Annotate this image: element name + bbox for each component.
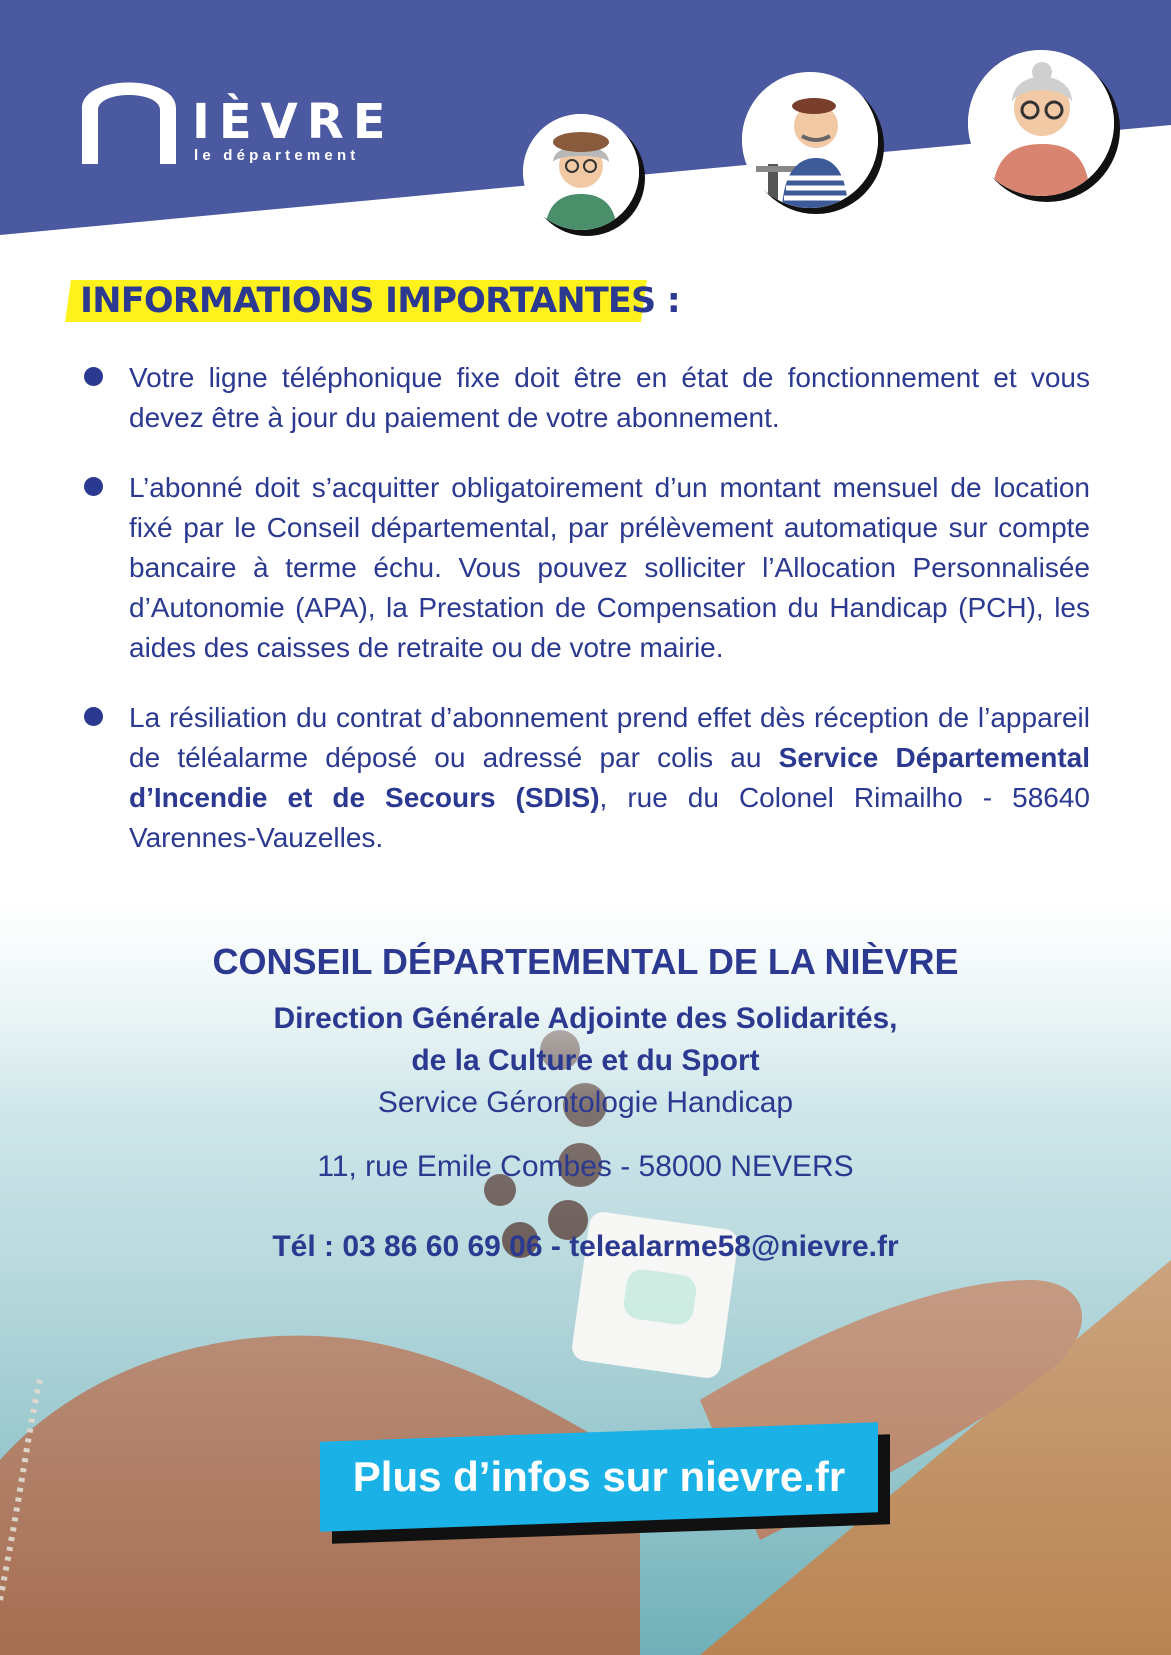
bullet-icon bbox=[84, 367, 103, 386]
address: 11, rue Emile Combes - 58000 NEVERS bbox=[317, 1150, 854, 1183]
sdis-name: Service Départemental d’Incendie et de Secours (SDIS) bbox=[129, 742, 1090, 813]
item-text: Votre ligne téléphonique fixe doit être en état de fonctionnement et vous devez être à jour du paiement de votre abonnement. bbox=[129, 362, 1090, 433]
item-text-before: La résiliation du contrat d’abonnement prend effet dès réception de l’appareil de téléalarme déposé ou adressé par colis au bbox=[129, 702, 1090, 773]
logo-wordmark: IÈVRE bbox=[192, 94, 395, 150]
info-list bbox=[82, 358, 1090, 888]
contact-block bbox=[0, 940, 1171, 1268]
list-item bbox=[82, 358, 1090, 438]
direction-line-1: Direction Générale Adjointe des Solidarités, bbox=[273, 1002, 898, 1035]
list-item bbox=[82, 698, 1090, 858]
item-text-after: , rue du Colonel Rimailho - 58640 Varennes-Vauzelles. bbox=[129, 782, 1090, 853]
logo-n-icon bbox=[80, 80, 178, 166]
service-name: Service Gérontologie Handicap bbox=[377, 1086, 794, 1119]
cta-label: Plus d’infos sur nievre.fr bbox=[352, 1453, 846, 1500]
bullet-icon bbox=[84, 477, 103, 496]
bullet-icon bbox=[84, 707, 103, 726]
elderly-man-walker-icon bbox=[742, 72, 878, 208]
nievre-logo[interactable] bbox=[80, 80, 410, 170]
list-item bbox=[82, 468, 1090, 668]
elderly-woman-beret-icon bbox=[523, 114, 639, 230]
more-info-button[interactable] bbox=[320, 1432, 880, 1530]
title-block bbox=[68, 280, 692, 322]
elderly-woman-glasses-icon bbox=[968, 50, 1114, 196]
logo-subtitle: le département bbox=[194, 147, 360, 164]
direction-line-2: de la Culture et du Sport bbox=[411, 1044, 760, 1077]
page-title: INFORMATIONS IMPORTANTES : bbox=[80, 281, 681, 321]
item-text: L’abonné doit s’acquitter obligatoirement d’un montant mensuel de location fixé par le Conseil départemental, par prélèvement automatique sur compte bancaire à terme échu. Vous pouvez solliciter l’Allocation Personnalisée d’Autonomie (APA), la Prestation de Compensation du Handicap (PCH), les aides des caisses de retraite ou de votre mairie. bbox=[129, 472, 1090, 663]
org-name: CONSEIL DÉPARTEMENTAL DE LA NIÈVRE bbox=[212, 941, 959, 982]
phone-email-line[interactable]: Tél : 03 86 60 69 06 - telealarme58@nievre.fr bbox=[272, 1230, 899, 1263]
